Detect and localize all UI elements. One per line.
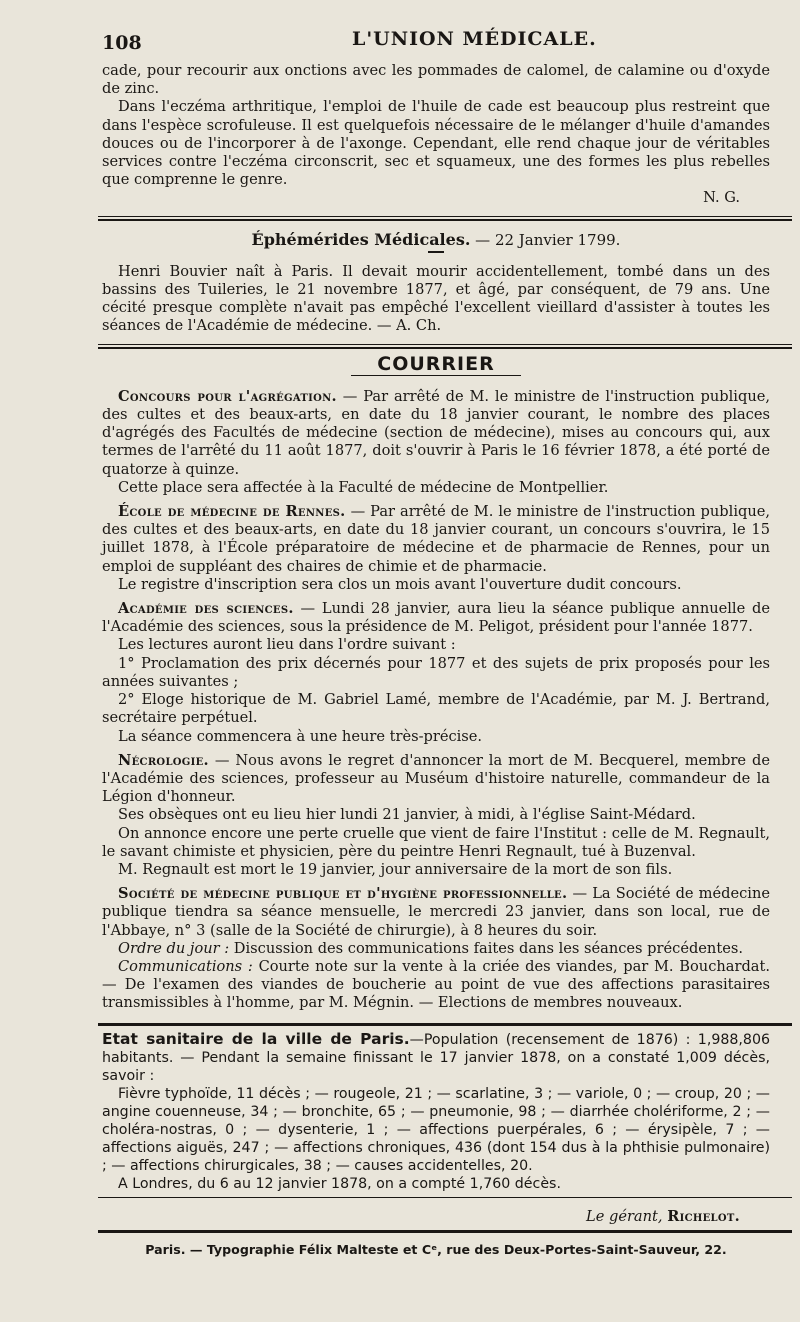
article-paragraph-2: Dans l'eczéma arthritique, l'emploi de l'huile de cade est beaucoup plus restreint que dans l'espèce scrofuleuse. Il est quelquefois nécessaire de le mélanger d'huile d'amandes douces ou de l'incorporer à de l'axonge. Cependant, elle rend chaque jour de véritables services contre l'eczéma circonscrit, sec et squameux, une des formes les plus rebelles que comprenne le genre. <box>102 98 770 189</box>
ordre-text: Discussion des communications faites dans les séances précédentes. <box>229 939 743 957</box>
ephemerides-section <box>102 231 770 336</box>
item-extra: On annonce encore une perte cruelle que vient de faire l'Institut : celle de M. Regnault, le savant chimiste et physicien, père du peintre Henri Regnault, tué à Buzenval. <box>102 824 770 860</box>
item-text: — Par arrêté de M. le ministre de l'instruction publique, des cultes et des beaux-arts, en date du 18 janvier courant, un concours s'ouvrira, le 15 juillet 1878, à l'École préparatoire de médecine et de pharmacie de Rennes, pour un emploi de suppléant des chaires de chimie et de pharmacie. <box>102 503 770 575</box>
item-extra: 2° Eloge historique de M. Gabriel Lamé, membre de l'Académie, par M. J. Bertrand, secrétaire perpétuel. <box>102 691 770 727</box>
etat-londres: A Londres, du 6 au 12 janvier 1878, on a compté 1,760 décès. <box>118 1175 561 1192</box>
rubric-label: Société de médecine publique et d'hygiène professionnelle. <box>118 885 568 903</box>
item-text: — Par arrêté de M. le ministre de l'instruction publique, des cultes et des beaux-arts, en date du 18 janvier courant, le nombre des places d'agrégés des Facultés de médecine (section de médecine), mises au concours qui, aux termes de l'arrêté du 11 août 1877, doit s'ouvrir à Paris le 16 février 1878, a été porté de quatorze à quinze. <box>102 387 770 478</box>
footer-rule <box>98 1230 792 1233</box>
gerant-name: Richelot. <box>667 1207 740 1225</box>
courrier-item-necrologie <box>102 752 770 879</box>
communications-label: Communications : <box>118 957 253 975</box>
communications-text: Courte note sur la vente à la criée des viandes, par M. Bouchardat. — De l'examen des viandes de boucherie au point de vue des affections parasitaires transmissibles à l'homme, par M. Mégnin. — Elections de membres nouveaux. <box>102 957 771 1012</box>
ephemerides-text: Henri Bouvier naît à Paris. Il devait mourir accidentellement, tombé dans un des bassins des Tuileries, le 21 novembre 1877, et âgé, par conséquent, de 79 ans. Une cécité presque complète n'avait pas empêché l'excellent vieillard d'assister à toutes les séances de l'Académie de médecine. — A. Ch. <box>102 262 770 335</box>
gerant-line <box>102 1208 770 1226</box>
journal-title: L'UNION MÉDICALE. <box>352 28 597 50</box>
item-extra: Ses obsèques ont eu lieu hier lundi 21 janvier, à midi, à l'église Saint-Médard. <box>118 806 696 824</box>
rubric-label: Concours pour l'agrégation. <box>118 387 337 405</box>
courrier-item-academie <box>102 600 770 746</box>
article-continuation <box>102 62 770 208</box>
ephemerides-date: — 22 Janvier 1799. <box>475 230 621 249</box>
ephemerides-title: Éphémérides Médicales. <box>251 229 471 249</box>
item-extra: Les lectures auront lieu dans l'ordre suivant : <box>118 636 456 654</box>
section-divider <box>98 1023 792 1026</box>
item-text: — Nous avons le regret d'annoncer la mort de M. Becquerel, membre de l'Académie des sciences, professeur au Muséum d'histoire naturelle, commandeur de la Légion d'honneur. <box>102 751 770 806</box>
section-divider <box>98 216 792 221</box>
courrier-item-societe <box>102 885 770 1012</box>
etat-list: Fièvre typhoïde, 11 décès ; — rougeole, 21 ; — scarlatine, 3 ; — variole, 0 ; — croup, 20 ; — angine couenneuse, 34 ; — bronchite, 65 ; — pneumonie, 98 ; — diarrhée cholériforme, 2 ; — choléra-nostras, 0 ; — dysenterie, 1 ; — affections puerpérales, 6 ; — érysipèle, 7 ; — affections aiguës, 247 ; — affections chroniques, 436 (dont 154 dus à la phthisie pulmonaire) ; — affections chirurgicales, 38 ; — causes accidentelles, 20. <box>102 1085 770 1174</box>
item-extra: La séance commencera à une heure très-précise. <box>118 727 483 745</box>
courrier-title: COURRIER <box>377 352 495 375</box>
item-extra: Le registre d'inscription sera clos un mois avant l'ouverture dudit concours. <box>118 575 682 593</box>
courrier-item-agregation <box>102 388 770 497</box>
etat-sanitaire-section <box>102 1030 770 1193</box>
item-extra: 1° Proclamation des prix décernés pour 1877 et des sujets de prix proposés pour les années suivantes ; <box>102 654 770 690</box>
running-head <box>102 22 770 62</box>
rubric-label: Nécrologie. <box>118 751 209 769</box>
section-divider <box>98 1197 792 1198</box>
ordre-label: Ordre du jour : <box>118 939 230 957</box>
gerant-label: Le gérant, <box>586 1207 663 1225</box>
page-number: 108 <box>102 32 142 54</box>
item-text: — Lundi 28 janvier, aura lieu la séance publique annuelle de l'Académie des sciences, sous la présidence de M. Peligot, président pour l'année 1877. <box>102 600 770 636</box>
imprint: Paris. — Typographie Félix Malteste et Cᵉ, rue des Deux-Portes-Saint-Sauveur, 22. <box>145 1241 727 1257</box>
courrier-underline <box>351 375 521 376</box>
courrier-section <box>102 352 771 1013</box>
article-paragraph-1: cade, pour recourir aux onctions avec les pommades de calomel, de calamine ou d'oxyde de zinc. <box>102 62 770 98</box>
short-rule <box>428 251 444 253</box>
article-signature: N. G. <box>703 189 740 207</box>
rubric-label: École de médecine de Rennes. <box>118 503 346 521</box>
item-text: — La Société de médecine publique tiendra sa séance mensuelle, le mercredi 23 janvier, dans son local, rue de l'Abbaye, n° 3 (salle de la Société de chirurgie), à 8 heures du soir. <box>102 885 770 939</box>
ephemerides-heading <box>102 231 770 249</box>
item-extra: M. Regnault est mort le 19 janvier, jour anniversaire de la mort de son fils. <box>118 860 673 878</box>
etat-intro: —Population (recensement de 1876) : 1,988,806 habitants. — Pendant la semaine finissant le 17 janvier 1878, on a constaté 1,009 décès, savoir : <box>102 1031 770 1084</box>
courrier-item-rennes <box>102 503 770 594</box>
section-divider <box>98 344 792 349</box>
item-extra: Cette place sera affectée à la Faculté de médecine de Montpellier. <box>118 478 609 496</box>
etat-lead: Etat sanitaire de la ville de Paris. <box>102 1029 410 1048</box>
rubric-label: Académie des sciences. <box>118 600 294 618</box>
